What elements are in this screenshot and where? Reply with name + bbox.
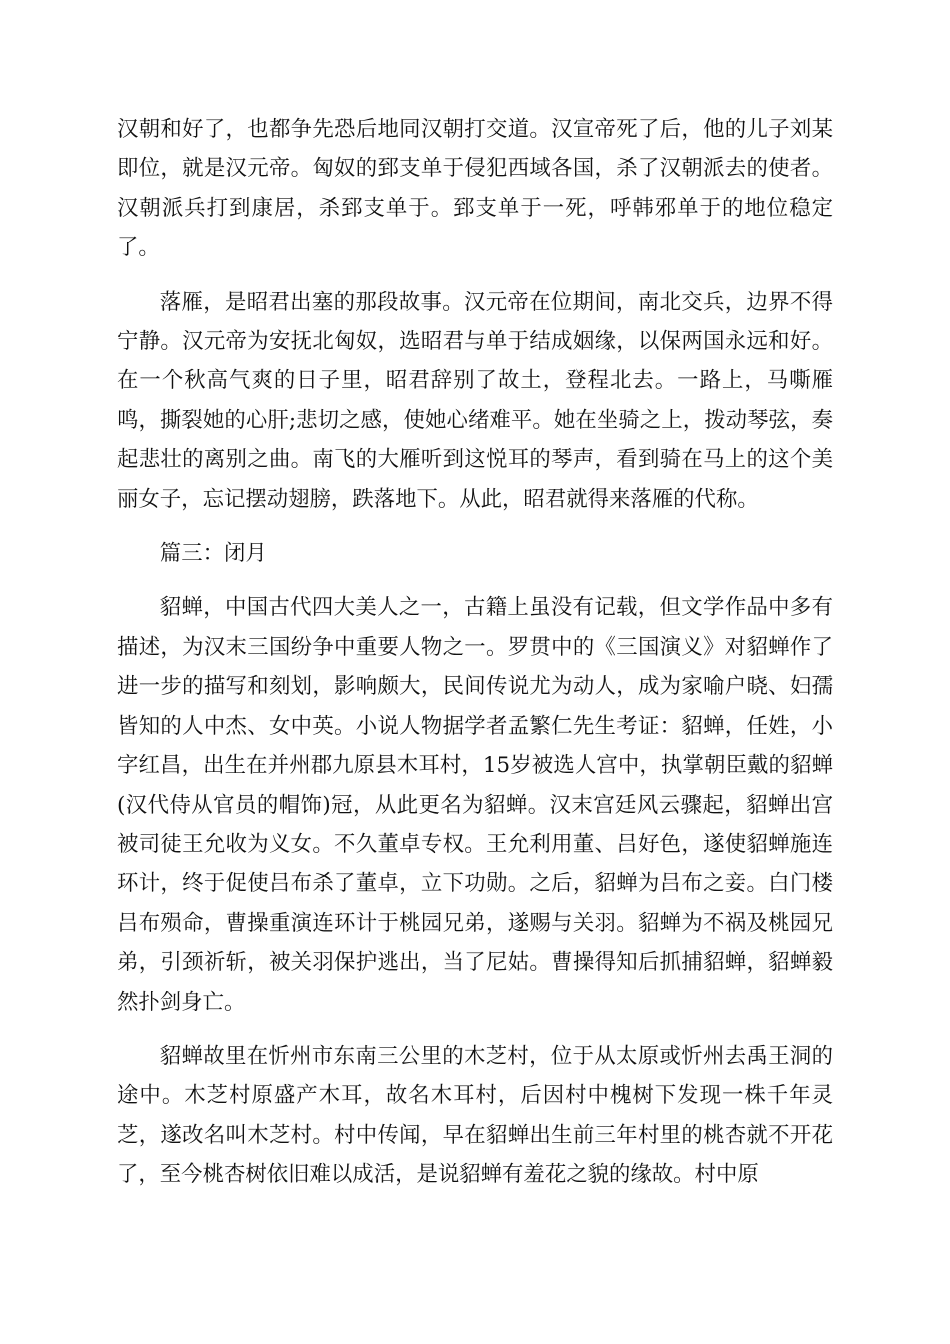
paragraph-luoyan: 落雁，是昭君出塞的那段故事。汉元帝在位期间，南北交兵，边界不得宁静。汉元帝为安抚北匈奴，选昭君与单于结成姻缘，以保两国永远和好。在一个秋高气爽的日子里，昭君辞别了故土，登程北去。一路上，马嘶雁鸣，撕裂她的心肝;悲切之感，使她心绪难平。她在坐骑之上，拨动琴弦，奏起悲壮的离别之曲。南飞的大雁听到这悦耳的琴声，看到骑在马上的这个美丽女子，忘记摆动翅膀，跌落地下。从此，昭君就得来落雁的代称。 bbox=[117, 289, 833, 512]
paragraph-continuation: 汉朝和好了，也都争先恐后地同汉朝打交道。汉宣帝死了后，他的儿子刘某即位，就是汉元帝。匈奴的郅支单于侵犯西域各国，杀了汉朝派去的使者。汉朝派兵打到康居，杀郅支单于。郅支单于一死，呼韩邪单于的地位稳定了。 bbox=[117, 117, 833, 261]
section-heading: 篇三：闭月 bbox=[159, 541, 267, 567]
paragraph-diaochan-hometown: 貂蝉故里在忻州市东南三公里的木芝村，位于从太原或忻州去禹王洞的途中。木芝村原盛产木耳，故名木耳村，后因村中槐树下发现一株千年灵芝，遂改名叫木芝村。村中传闻，早在貂蝉出生前三年村里的桃杏就不开花了，至今桃杏树依旧难以成活，是说貂蝉有羞花之貌的缘故。村中原 bbox=[117, 1043, 833, 1188]
paragraph-diaochan-bio: 貂蝉，中国古代四大美人之一，古籍上虽没有记载，但文学作品中多有描述，为汉末三国纷争中重要人物之一。罗贯中的《三国演义》对貂蝉作了进一步的描写和刻划，影响颇大，民间传说尤为动人，成为家喻户晓、妇孺皆知的人中杰、女中英。小说人物据学者孟繁仁先生考证：貂蝉，任姓，小字红昌，出生在并州郡九原县木耳村，15岁被选人宫中，执掌朝臣戴的貂蝉(汉代侍从官员的帽饰)冠，从此更名为貂蝉。汉末宫廷风云骤起，貂蝉出宫被司徒王允收为义女。不久董卓专权。王允利用董、吕好色，遂使貂蝉施连环计，终于促使吕布杀了董卓，立下功勋。之后，貂蝉为吕布之妾。白门楼吕布殒命，曹操重演连环计于桃园兄弟，遂赐与关羽。貂蝉为不祸及桃园兄弟，引颈祈斩，被关羽保护逃出，当了尼姑。曹操得知后抓捕貂蝉，貂蝉毅然扑剑身亡。 bbox=[117, 595, 833, 1015]
document-page bbox=[117, 110, 833, 1210]
